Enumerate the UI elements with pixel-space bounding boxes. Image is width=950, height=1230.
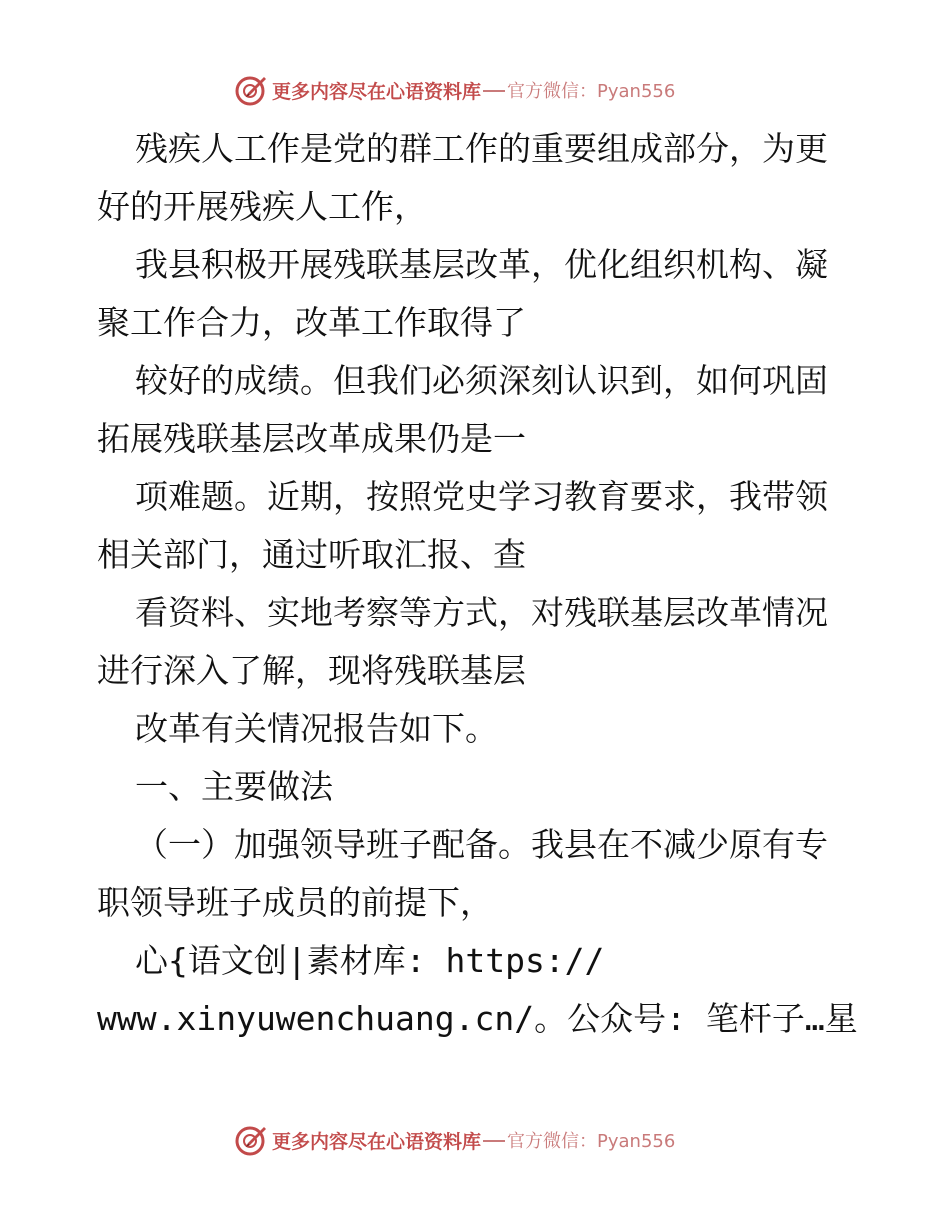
pen-logo-icon <box>234 73 268 107</box>
text-line: 改革有关情况报告如下。 <box>135 709 498 748</box>
text-line: 项难题。近期，按照党史学习教育要求，我带领 <box>135 477 828 516</box>
document-body <box>97 120 857 1048</box>
text-line: 我县积极开展残联基层改革，优化组织机构、凝 <box>135 245 828 284</box>
text-line: 进行深入了解，现将残联基层 <box>97 651 526 690</box>
text-line: 聚工作合力，改革工作取得了 <box>97 303 526 342</box>
text-line: 相关部门，通过听取汇报、查 <box>97 535 526 574</box>
pen-logo-icon <box>234 1123 268 1157</box>
text-line: 较好的成绩。但我们必须深刻认识到，如何巩固 <box>135 361 828 400</box>
footer-banner <box>234 1120 734 1160</box>
banner-dash <box>483 1140 505 1142</box>
text-line: 拓展残联基层改革成果仍是一 <box>97 419 526 458</box>
banner-sub-text: 官方微信：Pyan556 <box>507 81 676 102</box>
text-line: www.xinyuwenchuang.cn/。公众号: 笔杆子…星 <box>97 999 858 1038</box>
banner-dash <box>483 90 505 92</box>
text-line: 残疾人工作是党的群工作的重要组成部分，为更 <box>135 129 828 168</box>
text-line: （一）加强领导班子配备。我县在不减少原有专 <box>135 825 828 864</box>
text-line: 心{语文创|素材库: https:// <box>135 941 605 980</box>
section-heading: 一、主要做法 <box>135 767 333 806</box>
text-line: 看资料、实地考察等方式，对残联基层改革情况 <box>135 593 828 632</box>
banner-sub-text: 官方微信：Pyan556 <box>507 1131 676 1152</box>
text-line: 职领导班子成员的前提下， <box>97 883 493 922</box>
header-banner <box>234 70 734 110</box>
banner-main-text: 更多内容尽在心语资料库 <box>272 80 482 103</box>
banner-main-text: 更多内容尽在心语资料库 <box>272 1130 482 1153</box>
text-line: 好的开展残疾人工作， <box>97 187 427 226</box>
